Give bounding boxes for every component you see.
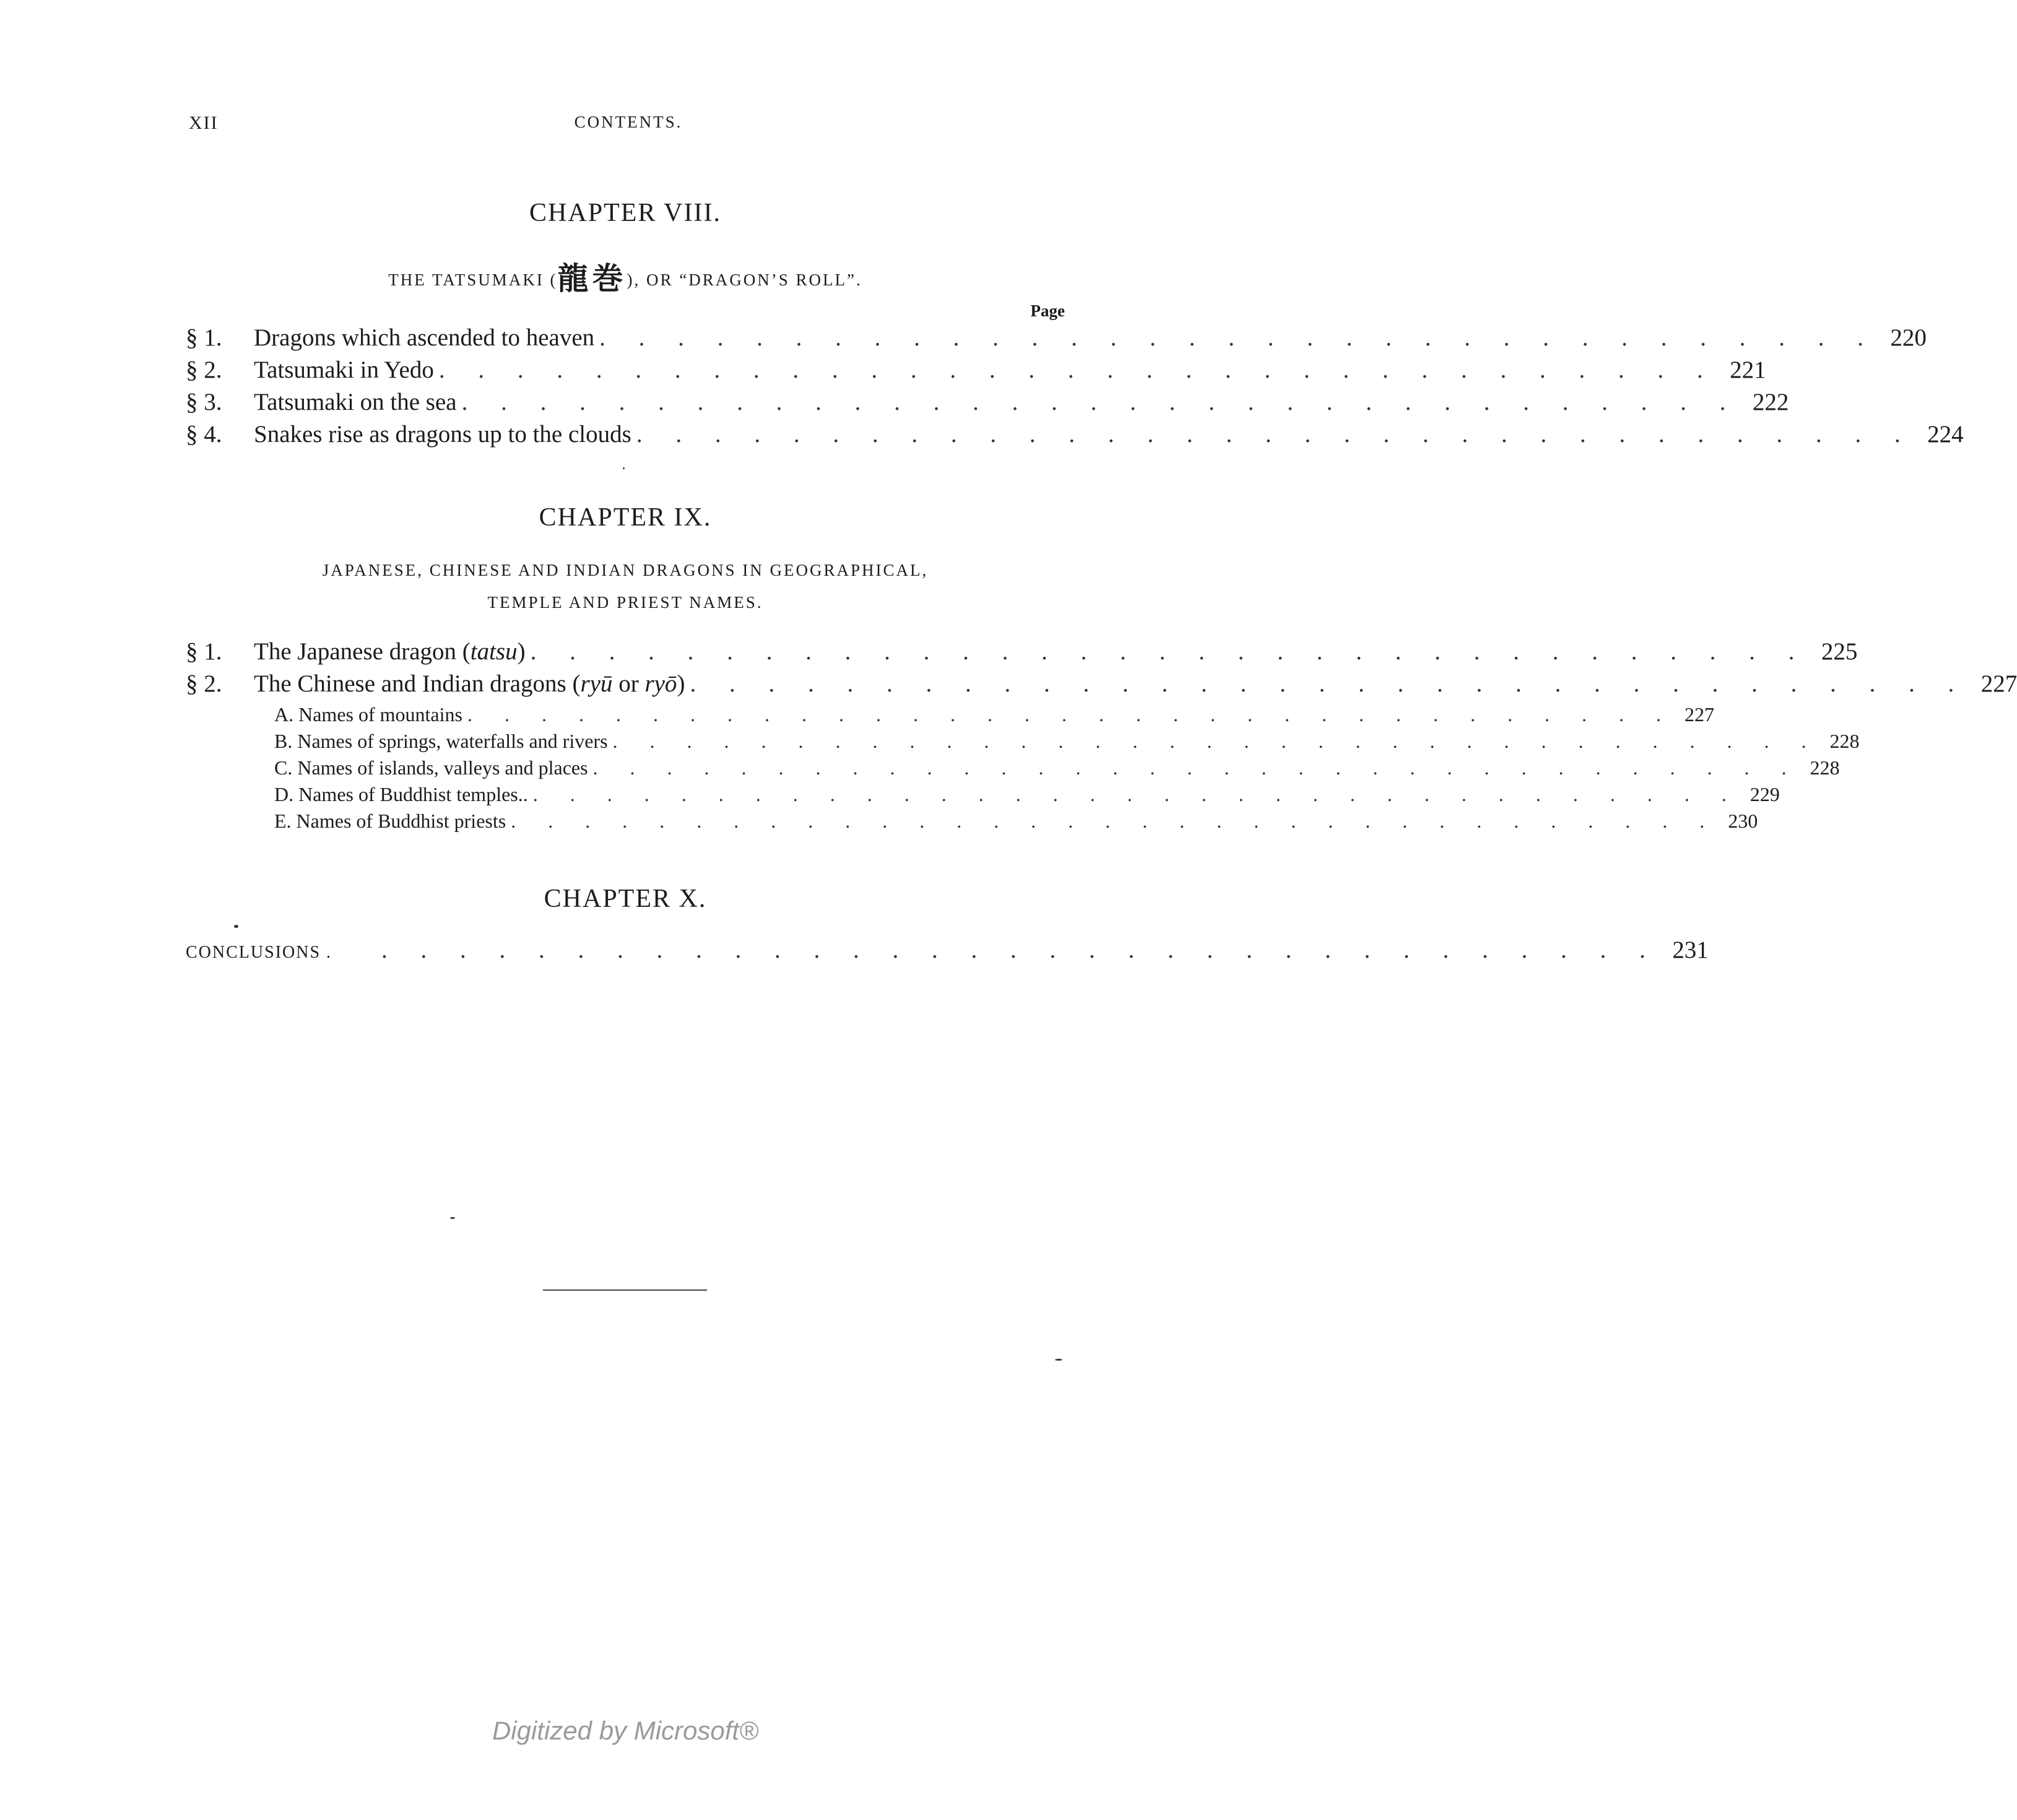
page-number: 221	[1730, 357, 1766, 383]
dot-leader: . . . . . . . . . . . . . . . . . . . . . . . . . . . . . . . . .	[381, 937, 1659, 963]
section-title: Tatsumaki on the sea	[254, 389, 457, 415]
dot-leader: . . . . . . . . . . . . . . . . . . . . . . . . . . . . . . . . .	[467, 703, 1675, 726]
dot-leader: . . . . . . . . . . . . . . . . . . . . . . . . . . . . . . . . .	[690, 670, 1968, 697]
toc-subentry	[274, 756, 1840, 783]
section-number: § 2.	[186, 670, 222, 697]
toc-entry	[186, 324, 1927, 356]
toc-entry	[186, 638, 1858, 670]
section-number: § 1.	[186, 638, 222, 665]
dot-leader: . . . . . . . . . . . . . . . . . . . . . . . . . . . . . . . . .	[438, 357, 1717, 383]
chapter-x-heading: CHAPTER X.	[544, 885, 707, 913]
section-title-italic: tatsu	[470, 638, 518, 665]
section-title-text: The Japanese dragon (	[254, 638, 471, 665]
page-number: 224	[1927, 421, 1964, 448]
dot-leader: . . . . . . . . . . . . . . . . . . . . . . . . . . . . . . . . .	[636, 421, 1914, 448]
subsection-title: B. Names of springs, waterfalls and rivers	[274, 730, 608, 752]
section-title	[254, 670, 685, 698]
toc-subentry	[274, 783, 1780, 810]
page-number: 222	[1752, 389, 1789, 415]
section-title-text: )	[517, 638, 526, 665]
chapter-viii-subtitle-before: THE TATSUMAKI (	[388, 271, 558, 289]
toc-subentry	[274, 730, 1860, 756]
section-number: § 3.	[186, 389, 222, 415]
toc-entry	[186, 420, 1964, 453]
section-title-text: The Chinese and Indian dragons (	[254, 670, 581, 697]
running-title: CONTENTS.	[574, 113, 683, 131]
scan-speck	[1055, 1359, 1062, 1361]
page-number: 227	[1684, 703, 1714, 726]
chapter-viii-subtitle-kanji: 龍巻	[557, 261, 627, 297]
subsection-title: A. Names of mountains	[274, 703, 462, 726]
page-number: 228	[1829, 730, 1860, 752]
dot-leader: . . . . . . . . . . . . . . . . . . . . . . . . . . . . . . . . .	[532, 783, 1740, 805]
section-title-italic: ryū	[580, 670, 613, 697]
page-number: 228	[1810, 756, 1840, 779]
chapter-viii-subtitle-after: ), OR “DRAGON’S ROLL”.	[627, 271, 862, 289]
section-title	[254, 638, 526, 665]
section-title-text: )	[677, 670, 685, 697]
section-title: Dragons which ascended to heaven	[254, 324, 595, 351]
dot-leader: . . . . . . . . . . . . . . . . . . . . . . . . . . . . . . . . .	[612, 730, 1820, 752]
section-title: Snakes rise as dragons up to the clouds	[254, 421, 631, 448]
page-number: 220	[1890, 324, 1927, 351]
scan-speck	[234, 925, 238, 928]
digitized-watermark: Digitized by Microsoft®	[492, 1716, 759, 1745]
page-column-label: Page	[1030, 301, 1065, 320]
scan-speck	[450, 1217, 455, 1219]
section-title: Tatsumaki in Yedo	[254, 357, 434, 383]
page-number: 229	[1750, 783, 1780, 805]
running-header	[189, 113, 1068, 137]
dot-leader: . . . . . . . . . . . . . . . . . . . . . . . . . . . . . . . . .	[592, 756, 1800, 779]
page-number: 227	[1980, 670, 2017, 697]
toc-entry-conclusions	[186, 936, 1709, 968]
dot-leader: . . . . . . . . . . . . . . . . . . . . . . . . . . . . . . . . .	[461, 389, 1740, 415]
toc-entry	[186, 388, 1789, 420]
page-number: 225	[1821, 638, 1858, 665]
page-number: 231	[1672, 937, 1709, 963]
toc-subentry	[274, 703, 1714, 730]
conclusions-title: CONCLUSIONS .	[186, 943, 332, 962]
dot-leader: . . . . . . . . . . . . . . . . . . . . . . . . . . . . . . . . .	[599, 324, 1877, 351]
end-rule	[543, 1289, 707, 1291]
subsection-title: D. Names of Buddhist temples..	[274, 783, 528, 805]
page-number: 230	[1728, 810, 1758, 832]
chapter-ix-subtitle-line2: TEMPLE AND PRIEST NAMES.	[487, 593, 763, 612]
toc-entry	[186, 670, 2017, 702]
chapter-ix-subtitle-line1: JAPANESE, CHINESE AND INDIAN DRAGONS IN GEOGRAPHICAL,	[322, 561, 929, 579]
subsection-title: E. Names of Buddhist priests	[274, 810, 506, 832]
chapter-viii-subtitle	[0, 254, 1251, 298]
section-number: § 1.	[186, 324, 222, 351]
dot-leader: . . . . . . . . . . . . . . . . . . . . . . . . . . . . . . . . .	[511, 810, 1719, 832]
scan-speck	[623, 467, 625, 469]
chapter-ix-heading: CHAPTER IX.	[539, 503, 712, 532]
page-folio: XII	[189, 113, 219, 133]
chapter-viii-heading: CHAPTER VIII.	[529, 199, 721, 227]
dot-leader: . . . . . . . . . . . . . . . . . . . . . . . . . . . . . . . . .	[530, 638, 1808, 665]
subsection-title: C. Names of islands, valleys and places	[274, 756, 588, 779]
toc-subentry	[274, 810, 1758, 836]
section-title-text: or	[612, 670, 645, 697]
toc-entry	[186, 356, 1766, 388]
section-number: § 4.	[186, 421, 222, 448]
section-number: § 2.	[186, 357, 222, 383]
section-title-italic: ryō	[644, 670, 677, 697]
